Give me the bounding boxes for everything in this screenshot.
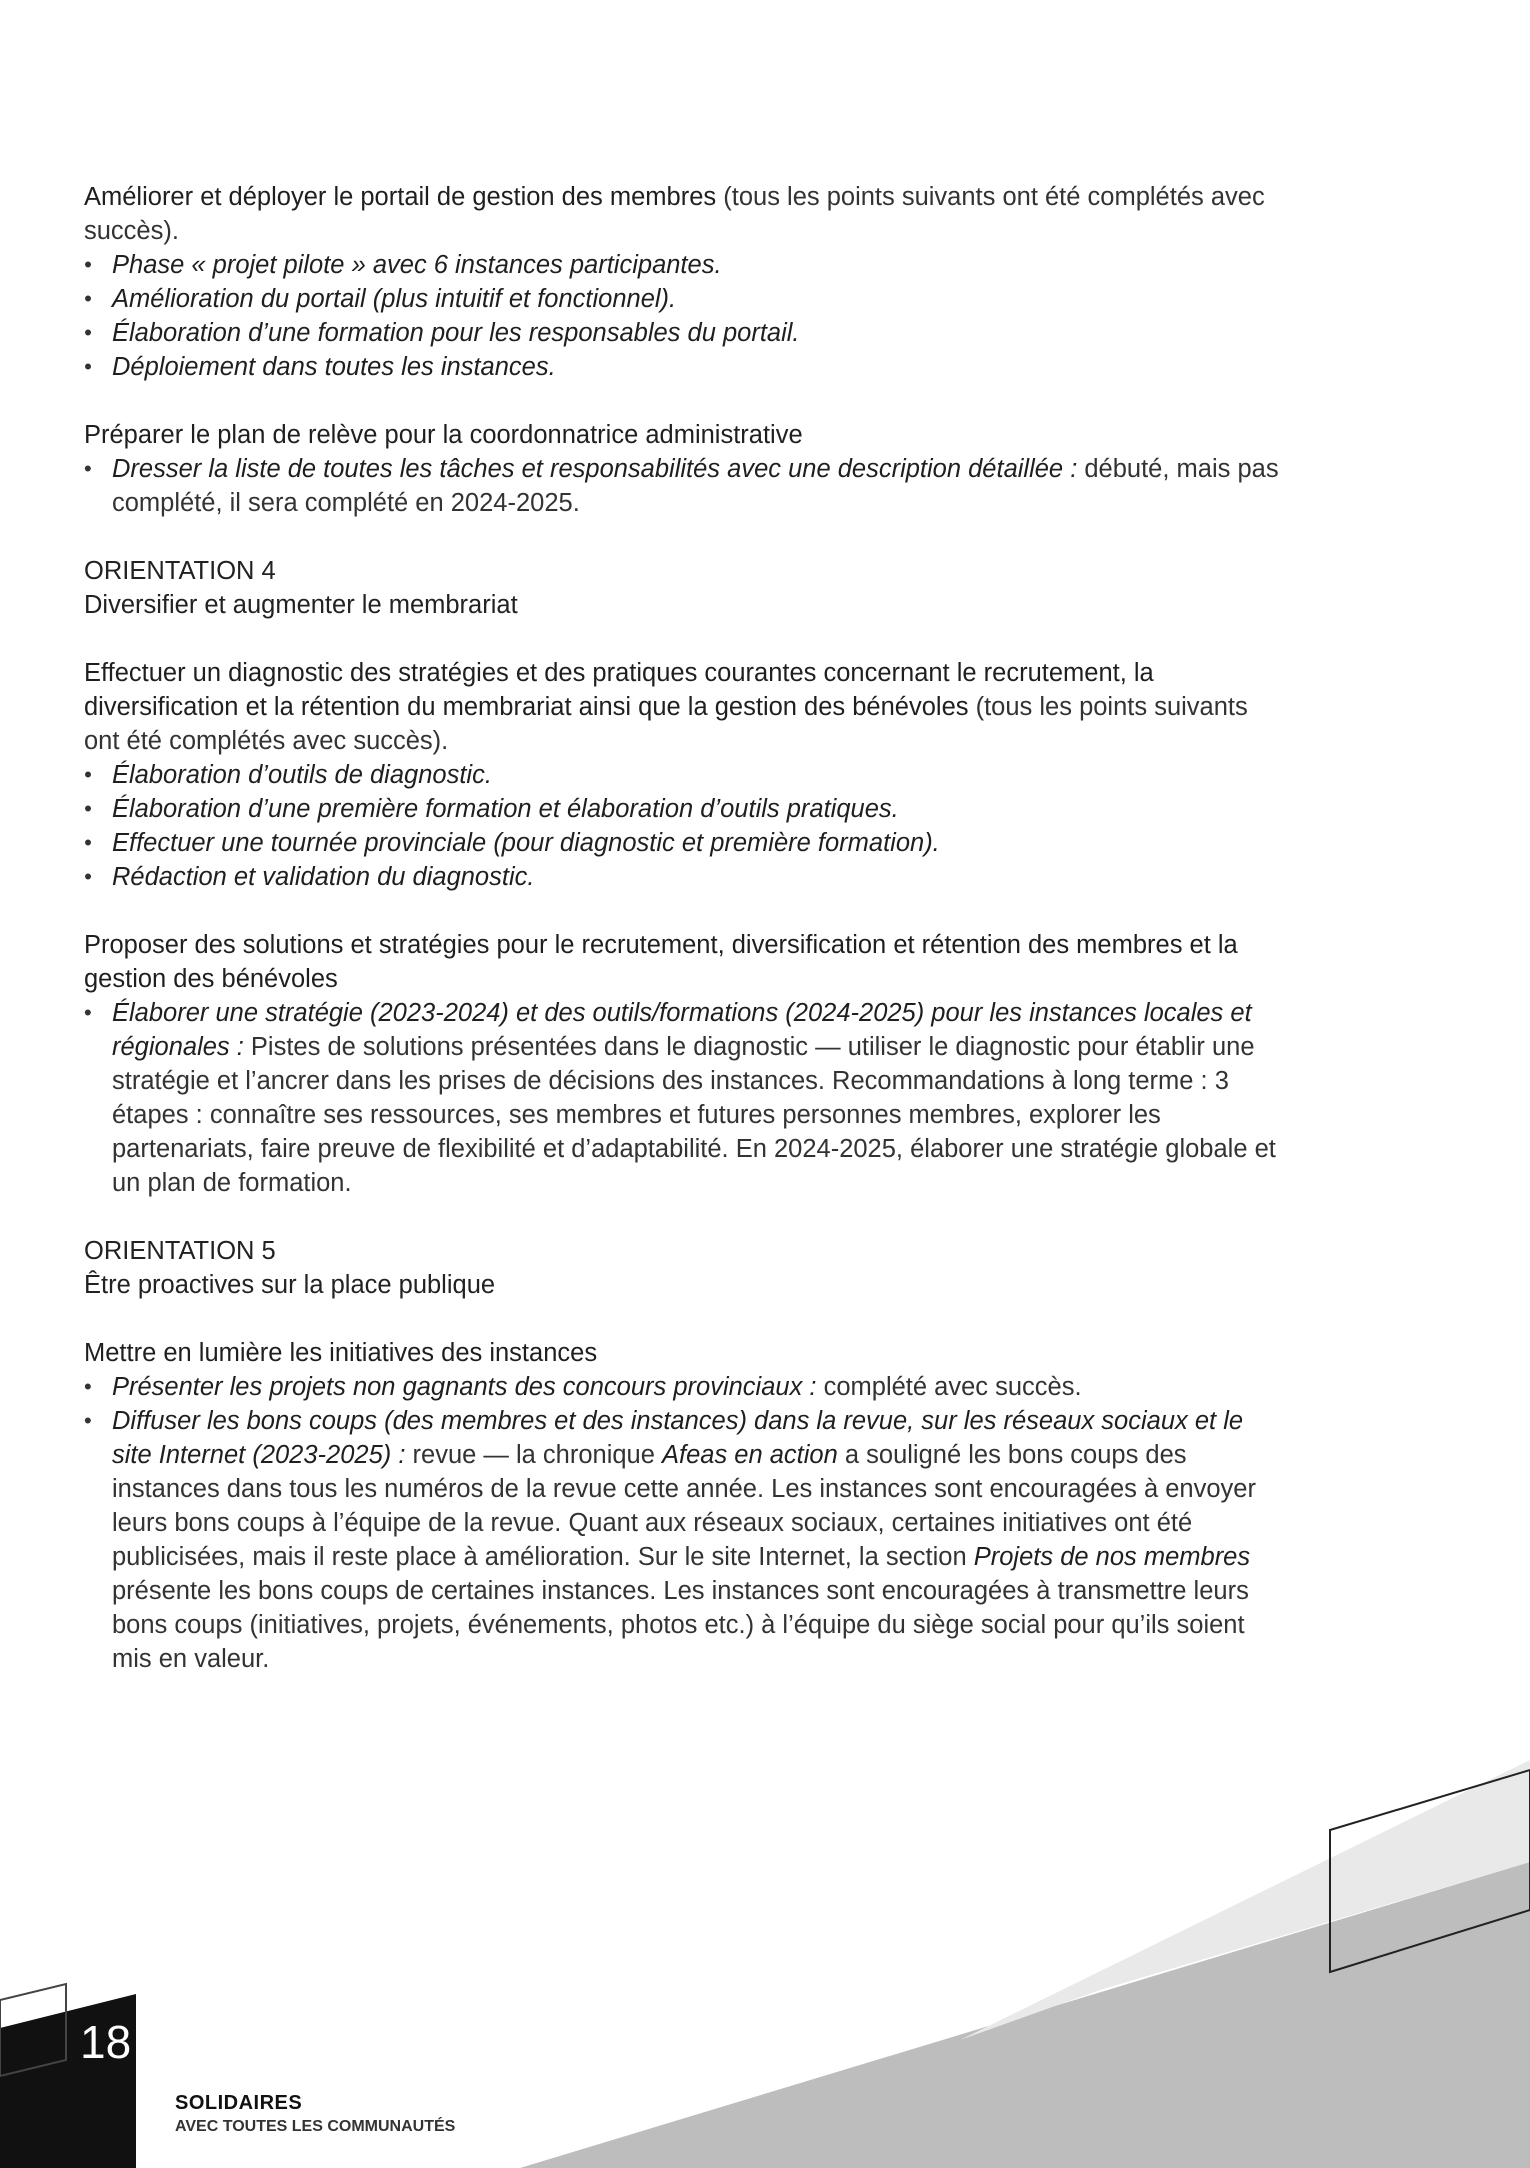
item-label: Présenter les projets non gagnants des concours provinciaux : (112, 1373, 817, 1401)
item-label: Diffuser les bons coups (des membres et des instances) dans la revue, sur les réseaux sociaux et le site Internet (2023-2025) : (112, 1407, 1244, 1469)
item-text: débuté, mais pas complété, il sera complété en 2024-2025. (112, 455, 1279, 517)
bullet-list (84, 758, 1284, 894)
item-text: a souligné les bons coups des instances dans tous les numéros de la revue cette année. Les instances sont encouragées à envoyer leurs bons coups à l’équipe de la revue. Quant aux réseaux sociaux, certaines initiatives ont été publicisées, mais il reste place à amélioration. Sur le site Internet, la section (112, 1441, 1256, 1571)
section-heading: Mettre en lumière les initiatives des instances (84, 1339, 598, 1367)
orientation-label: ORIENTATION 5 (84, 1237, 276, 1265)
list-item: • Rédaction et validation du diagnostic. (84, 860, 1284, 894)
item-text: présente les bons coups de certaines instances. Les instances sont encouragées à transmettre leurs bons coups (initiatives, projets, événements, photos etc.) à l’équipe du siège social pour qu’ils soient mis en valeur. (112, 1577, 1249, 1673)
orientation-label: ORIENTATION 4 (84, 557, 276, 585)
list-item: • Déploiement dans toutes les instances. (84, 350, 1284, 384)
bullet-list (84, 248, 1284, 384)
bullet-list (84, 452, 1284, 520)
heading-text: Effectuer un diagnostic des stratégies et des pratiques courantes concernant le recrutement, la diversification et la rétention du membrariat ainsi que la gestion des bénévoles (84, 659, 1154, 721)
list-item (84, 1404, 1284, 1676)
item-label: Élaborer une stratégie (2023-2024) et des outils/formations (2024-2025) pour les instances locales et régionales : (112, 999, 1252, 1061)
orientation-title: Être proactives sur la place publique (84, 1271, 496, 1299)
section-heading (84, 180, 1284, 248)
item-emphasis: Afeas en action (662, 1441, 838, 1469)
item-text: Pistes de solutions présentées dans le diagnostic — utiliser le diagnostic pour établir une stratégie et l’ancrer dans les prises de décisions des instances. Recommandations à long terme : 3 étapes : connaître ses ressources, ses membres et futures personnes membres, explorer les partenariats, faire preuve de flexibilité et d’adaptabilité. En 2024-2025, élaborer une stratégie globale et un plan de formation. (112, 1033, 1276, 1197)
heading-note: (tous les points suivants ont été complétés avec succès). (84, 693, 1248, 755)
list-item (84, 996, 1284, 1200)
section-releve (84, 418, 1284, 520)
orientation-5 (84, 1234, 1284, 1302)
section-portail (84, 180, 1284, 384)
bullet-list (84, 996, 1284, 1200)
list-item: • Amélioration du portail (plus intuitif et fonctionnel). (84, 282, 1284, 316)
item-emphasis: Projets de nos membres (973, 1543, 1251, 1571)
list-item: • Effectuer une tournée provinciale (pour diagnostic et première formation). (84, 826, 1284, 860)
heading-note: (tous les points suivants ont été complétés avec succès). (84, 183, 1265, 245)
bullet-list (84, 1370, 1284, 1676)
section-heading: Préparer le plan de relève pour la coordonnatrice administrative (84, 421, 803, 449)
page-number: 18 (80, 2016, 132, 2068)
section-diagnostic (84, 656, 1284, 894)
report-body (84, 180, 1284, 1710)
list-item: • Phase « projet pilote » avec 6 instances participantes. (84, 248, 1284, 282)
footer-subtitle: AVEC TOUTES LES COMMUNAUTÉS (175, 2118, 456, 2135)
item-text: revue — la chronique (405, 1441, 662, 1469)
item-label: Dresser la liste de toutes les tâches et responsabilités avec une description détaillée : (112, 455, 1078, 483)
footer-title: SOLIDAIRES (175, 2092, 303, 2114)
list-item (84, 452, 1284, 520)
list-item: • Élaboration d’outils de diagnostic. (84, 758, 1284, 792)
orientation-4 (84, 554, 1284, 622)
section-solutions (84, 928, 1284, 1200)
list-item: • Élaboration d’une première formation et élaboration d’outils pratiques. (84, 792, 1284, 826)
orientation-title: Diversifier et augmenter le membrariat (84, 591, 518, 619)
section-heading: Proposer des solutions et stratégies pour le recrutement, diversification et rétention des membres et la gestion des bénévoles (84, 931, 1238, 993)
list-item (84, 1370, 1284, 1404)
section-heading (84, 656, 1284, 758)
section-lumiere (84, 1336, 1284, 1676)
list-item: • Élaboration d’une formation pour les responsables du portail. (84, 316, 1284, 350)
heading-text: Améliorer et déployer le portail de gestion des membres (84, 183, 717, 211)
item-text: complété avec succès. (816, 1373, 1082, 1401)
